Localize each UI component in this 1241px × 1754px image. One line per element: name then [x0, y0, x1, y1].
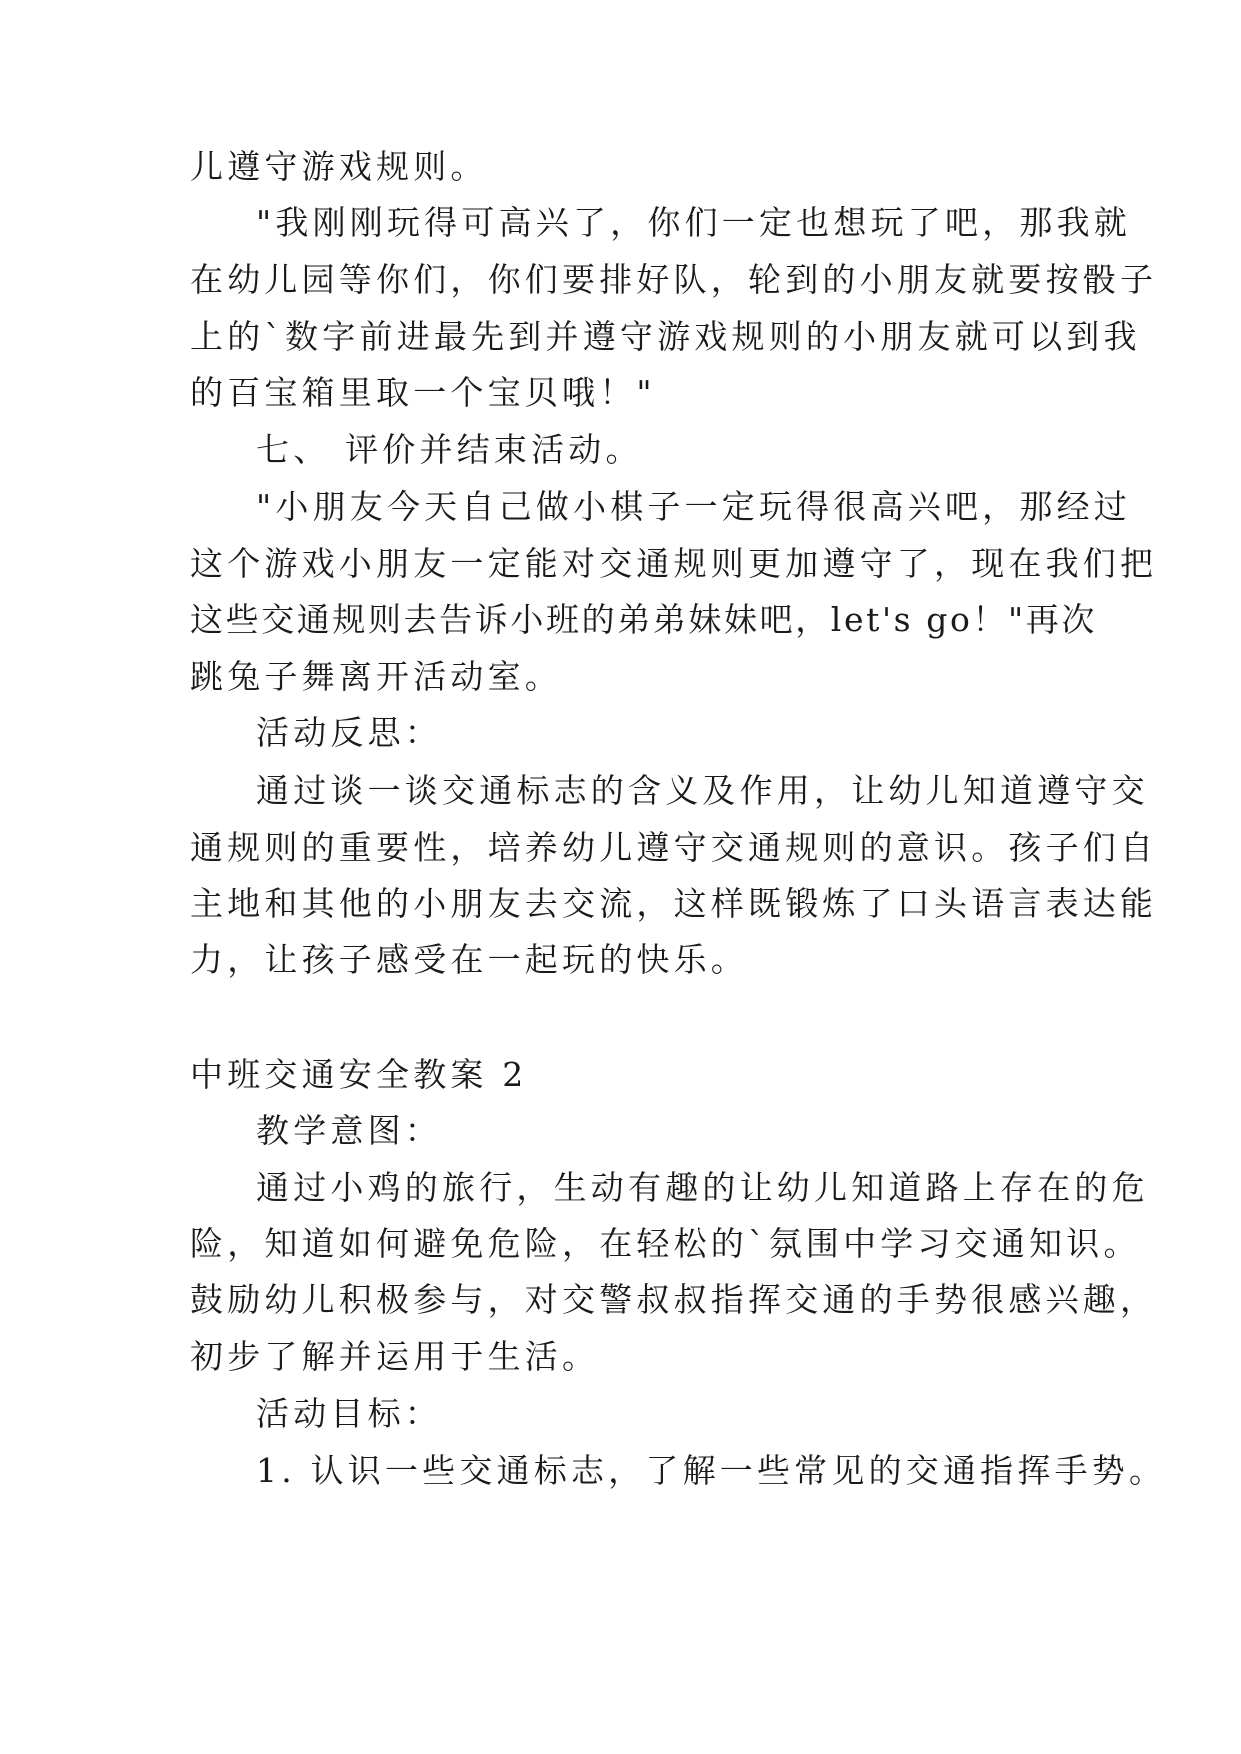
paragraph-line: "小朋友今天自己做小棋子一定玩得很高兴吧，那经过 — [256, 487, 1131, 526]
paragraph-line: 这些交通规则去告诉小班的弟弟妹妹吧，let's go！"再次 — [190, 600, 1098, 639]
section-heading: 七、 评价并结束活动。 — [256, 430, 643, 469]
paragraph-line: 这个游戏小朋友一定能对交通规则更加遵守了，现在我们把 — [190, 544, 1158, 583]
document-title: 中班交通安全教案 2 — [190, 1055, 528, 1094]
paragraph-line: 的百宝箱里取一个宝贝哦！" — [190, 373, 656, 412]
section-heading: 活动目标： — [256, 1394, 442, 1433]
paragraph-line: 在幼儿园等你们，你们要排好队，轮到的小朋友就要按骰子 — [190, 260, 1158, 299]
paragraph-line: 险，知道如何避免危险，在轻松的`氛围中学习交通知识。 — [190, 1224, 1141, 1263]
section-heading: 活动反思： — [256, 713, 442, 752]
paragraph-line: 鼓励幼儿积极参与，对交警叔叔指挥交通的手势很感兴趣， — [190, 1280, 1158, 1319]
paragraph-line: 儿遵守游戏规则。 — [190, 147, 488, 186]
section-heading: 教学意图： — [256, 1111, 442, 1150]
paragraph-line: 上的`数字前进最先到并遵守游戏规则的小朋友就可以到我 — [190, 317, 1141, 356]
paragraph-line: 力，让孩子感受在一起玩的快乐。 — [190, 940, 748, 979]
list-item: 1. 认识一些交通标志，了解一些常见的交通指挥手势。 — [256, 1451, 1167, 1490]
paragraph-line: 通过小鸡的旅行，生动有趣的让幼儿知道路上存在的危 — [256, 1168, 1149, 1207]
paragraph-line: 跳兔子舞离开活动室。 — [190, 657, 562, 696]
paragraph-line: "我刚刚玩得可高兴了，你们一定也想玩了吧，那我就 — [256, 203, 1131, 242]
paragraph-line: 主地和其他的小朋友去交流，这样既锻炼了口头语言表达能 — [190, 884, 1158, 923]
paragraph-line: 通规则的重要性，培养幼儿遵守交通规则的意识。孩子们自 — [190, 828, 1158, 867]
paragraph-line: 通过谈一谈交通标志的含义及作用，让幼儿知道遵守交 — [256, 771, 1149, 810]
paragraph-line: 初步了解并运用于生活。 — [190, 1337, 600, 1376]
